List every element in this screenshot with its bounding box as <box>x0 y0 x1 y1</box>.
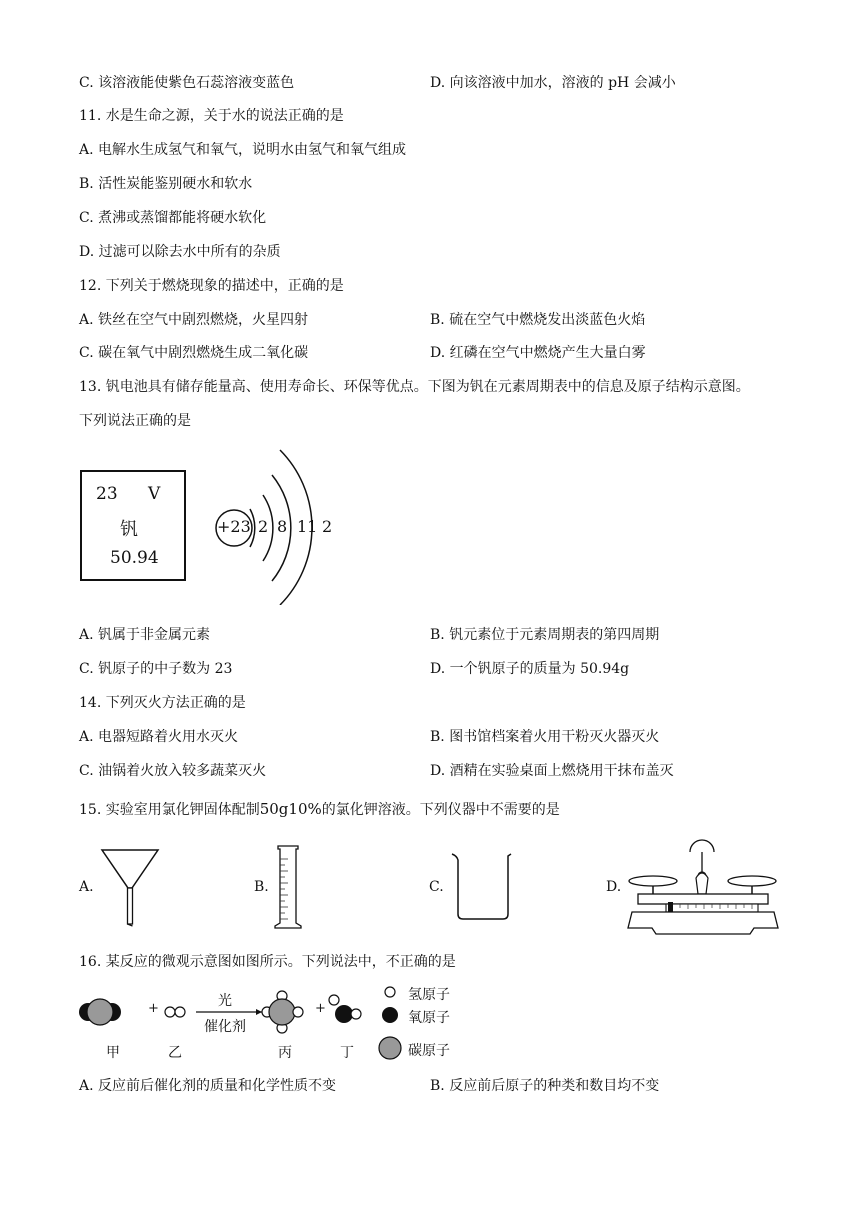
name-bing: 丙 <box>278 1045 292 1061</box>
arrow-condition-light: 光 <box>218 993 232 1009</box>
q13-stem-line2: 下列说法正确的是 <box>79 413 191 429</box>
q16-stem: 16. 某反应的微观示意图如图所示。下列说法中，不正确的是 <box>79 954 456 970</box>
element-symbol: V <box>148 484 161 504</box>
q11-option-b: B. 活性炭能鉴别硬水和软水 <box>79 176 253 192</box>
arrow-condition-catalyst: 催化剂 <box>204 1019 246 1035</box>
atom-structure-diagram <box>210 445 350 605</box>
q11-option-d: D. 过滤可以除去水中所有的杂质 <box>79 244 281 260</box>
q14-option-a: A. 电器短路着火用水灭火 <box>79 729 239 745</box>
q16-option-b: B. 反应前后原子的种类和数目均不变 <box>430 1078 660 1094</box>
name-jia: 甲 <box>106 1045 120 1061</box>
shell-1-electrons: 2 <box>258 517 269 536</box>
shell-2-electrons: 8 <box>277 517 288 536</box>
plus-sign-2: + <box>315 1001 326 1016</box>
legend-oxygen: 氧原子 <box>408 1010 450 1026</box>
q15-stem-part2: 的氯化钾溶液。下列仪器中不需要的是 <box>321 802 560 818</box>
q11-stem: 11. 水是生命之源，关于水的说法正确的是 <box>79 108 344 124</box>
q11-option-a: A. 电解水生成氢气和氧气，说明水由氢气和氧气组成 <box>79 142 407 158</box>
q10-option-c: C. 该溶液能使紫色石蕊溶液变蓝色 <box>79 75 295 91</box>
q13-stem-line1: 13. 钒电池具有储存能量高、使用寿命长、环保等优点。下图为钒在元素周期表中的信息及原子结构示意图。 <box>79 379 750 395</box>
q12-option-a: A. 铁丝在空气中剧烈燃烧，火星四射 <box>79 312 309 328</box>
q14-stem: 14. 下列灭火方法正确的是 <box>79 695 246 711</box>
reaction-diagram <box>78 982 498 1066</box>
q14-option-d: D. 酒精在实验桌面上燃烧用干抹布盖灭 <box>430 763 674 779</box>
atomic-number: 23 <box>96 484 118 504</box>
q14-option-c: C. 油锅着火放入较多蔬菜灭火 <box>79 763 267 779</box>
name-ding: 丁 <box>340 1045 354 1061</box>
q16-option-a: A. 反应前后催化剂的质量和化学性质不变 <box>79 1078 337 1094</box>
q15-stem-part1: 15. 实验室用氯化钾固体配制 <box>79 802 260 818</box>
q11-option-c: C. 煮沸或蒸馏都能将硬水软化 <box>79 210 267 226</box>
graduated-cylinder-icon <box>274 843 304 933</box>
q13-option-a: A. 钒属于非金属元素 <box>79 627 211 643</box>
q15-stem-math: 50g10% <box>259 800 322 818</box>
plus-sign-1: + <box>148 1001 159 1016</box>
q12-option-c: C. 碳在氧气中剧烈燃烧生成二氧化碳 <box>79 345 309 361</box>
q15-label-d: D. <box>606 879 622 895</box>
q12-option-d: D. 红磷在空气中燃烧产生大量白雾 <box>430 345 646 361</box>
q13-option-d: D. 一个钒原子的质量为 50.94g <box>430 661 630 677</box>
q13-option-b: B. 钒元素位于元素周期表的第四周期 <box>430 627 660 643</box>
balance-icon <box>626 838 780 942</box>
q12-option-b: B. 硫在空气中燃烧发出淡蓝色火焰 <box>430 312 646 328</box>
q14-option-b: B. 图书馆档案着火用干粉灭火器灭火 <box>430 729 660 745</box>
nucleus-charge: +23 <box>217 517 251 536</box>
q12-stem: 12. 下列关于燃烧现象的描述中，正确的是 <box>79 278 344 294</box>
shell-4-electrons: 2 <box>322 517 333 536</box>
element-card <box>80 470 186 581</box>
atomic-mass: 50.94 <box>110 548 159 568</box>
funnel-icon <box>100 848 160 932</box>
beaker-icon <box>450 852 516 926</box>
element-name: 钒 <box>120 519 138 540</box>
q13-option-c: C. 钒原子的中子数为 23 <box>79 661 233 677</box>
shell-3-electrons: 11 <box>297 517 318 536</box>
q15-stem <box>79 799 560 820</box>
q15-label-c: C. <box>429 879 444 895</box>
q15-label-a: A. <box>79 879 94 895</box>
q15-label-b: B. <box>254 879 269 895</box>
legend-carbon: 碳原子 <box>408 1043 450 1059</box>
name-yi: 乙 <box>168 1045 182 1061</box>
q10-option-d: D. 向该溶液中加水，溶液的 pH 会减小 <box>430 75 676 91</box>
legend-hydrogen: 氢原子 <box>408 987 450 1003</box>
